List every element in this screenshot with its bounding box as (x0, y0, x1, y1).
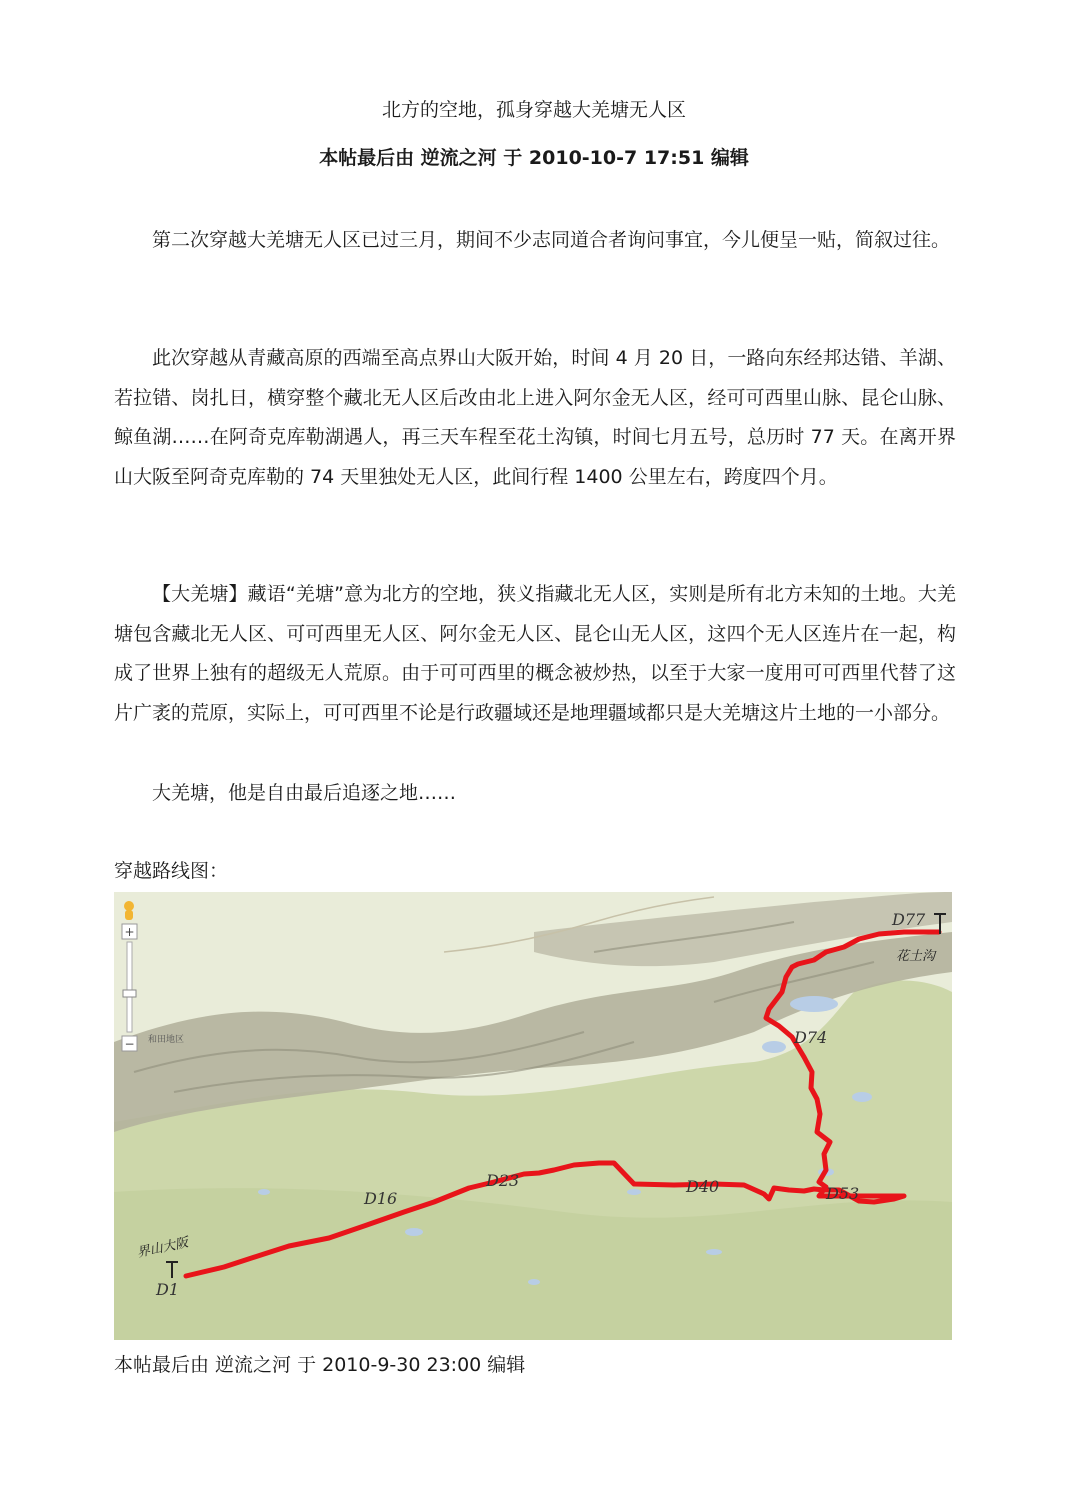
paragraph-1: 第二次穿越大羌塘无人区已过三月，期间不少志同道合者询问事宜，今儿便呈一贴，简叙过往。 (152, 229, 951, 251)
lake (528, 1279, 540, 1285)
map-caption: 穿越路线图： (114, 860, 229, 882)
label-town: 和田地区 (148, 1035, 185, 1045)
paragraph-4: 大羌塘，他是自由最后追逐之地…… (152, 782, 457, 804)
label-d1: D1 (156, 1280, 180, 1299)
page-title: 北方的空地，孤身穿越大羌塘无人区 (381, 99, 686, 121)
paragraph-2: 此次穿越从青藏高原的西端至高点界山大阪开始，时间 4 月 20 日，一路向东经邦达错、羊湖、若拉错、岗扎日，横穿整个藏北无人区后改由北上进入阿尔金无人区，经可可西里山脉、昆仑山脉、鲸鱼湖……在阿奇克库勒湖遇人，再三天车程至花土沟镇，时间七月五号，总历时 77 天。在离开界山大阪至阿奇克库勒的 74 天里独处无人区，此间行程 1400 公里左右，跨度四个月。 (114, 347, 956, 488)
label-d16: D16 (364, 1189, 398, 1208)
zoom-slider-handle (123, 990, 136, 997)
edit-note-top: 本帖最后由 逆流之河 于 2010-10-7 17:51 编辑 (319, 147, 749, 169)
lake (762, 1041, 786, 1053)
label-d40: D40 (686, 1177, 720, 1196)
zoom-slider-track (127, 942, 132, 1032)
label-d74: D74 (794, 1028, 828, 1047)
lake (258, 1189, 270, 1195)
label-start-place: 界山大阪 (135, 1235, 190, 1261)
svg-text:+: + (124, 925, 135, 939)
label-d23: D23 (486, 1171, 520, 1190)
label-d53: D53 (826, 1184, 860, 1203)
lake (706, 1249, 722, 1255)
lake (627, 1189, 641, 1195)
paragraph-3: 【大羌塘】藏语“羌塘”意为北方的空地，狭义指藏北无人区，实则是所有北方未知的土地。大羌塘包含藏北无人区、可可西里无人区、阿尔金无人区、昆仑山无人区，这四个无人区连片在一起，构成了世界上独有的超级无人荒原。由于可可西里的概念被炒热，以至于大家一度用可可西里代替了这片广袤的荒原，实际上，可可西里不论是行政疆域还是地理疆域都只是大羌塘这片土地的一小部分。 (114, 583, 956, 724)
svg-text:−: − (124, 1037, 135, 1051)
lake (790, 996, 838, 1012)
label-d77: D77 (892, 910, 926, 929)
route-map[interactable] (114, 892, 952, 1340)
lake (405, 1228, 423, 1236)
lake (852, 1092, 872, 1102)
label-end-place: 花土沟 (896, 949, 936, 964)
edit-note-bottom: 本帖最后由 逆流之河 于 2010-9-30 23:00 编辑 (114, 1354, 526, 1376)
